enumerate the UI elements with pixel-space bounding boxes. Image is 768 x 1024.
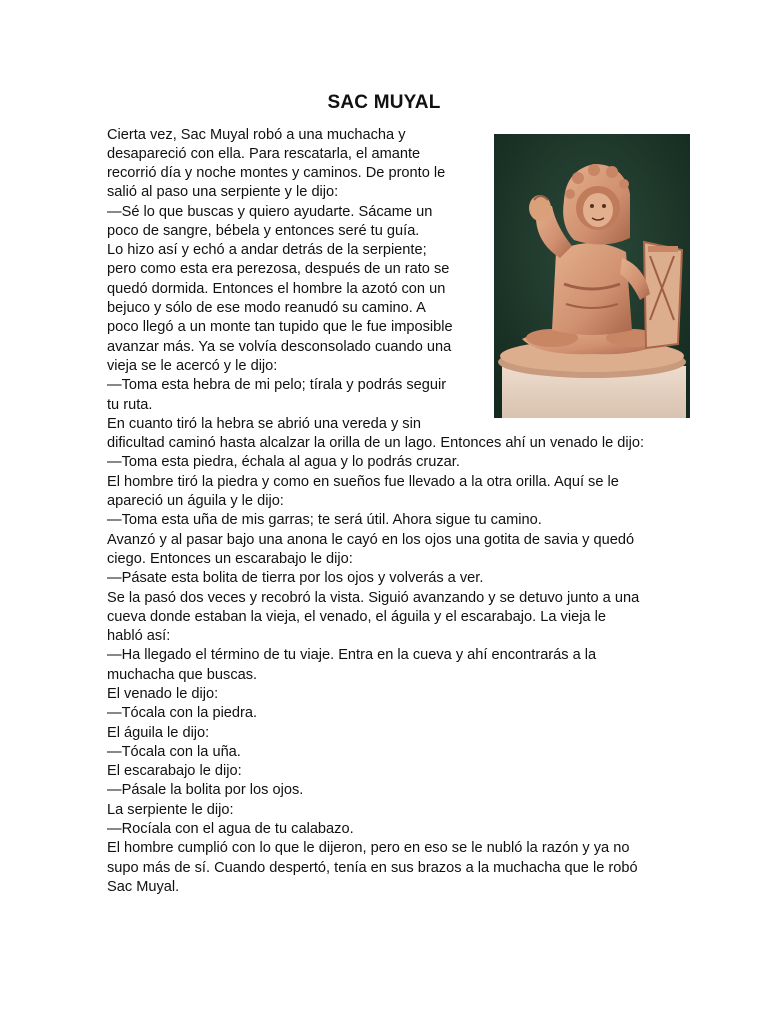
story-line: quedó dormida. Entonces el hombre la azotó con un <box>107 281 446 297</box>
story-line: —Tócala con la uña. <box>107 744 241 760</box>
story-line: salió al paso una serpiente y le dijo: <box>107 184 339 200</box>
story-line: vieja se le acercó y le dijo: <box>107 358 278 374</box>
story-line: —Toma esta hebra de mi pelo; tírala y podrás seguir <box>107 377 447 393</box>
story-line: cueva donde estaban la vieja, el venado, el águila y el escarabajo. La vieja le <box>107 609 606 625</box>
story-line: Sac Muyal. <box>107 879 180 895</box>
story-line: —Rocíala con el agua de tu calabazo. <box>107 821 354 837</box>
story-line: muchacha que buscas. <box>107 667 258 683</box>
story-line: tu ruta. <box>107 397 153 413</box>
story-line: La serpiente le dijo: <box>107 802 234 818</box>
story-line: poco de sangre, bébela y entonces seré tu guía. <box>107 223 420 239</box>
story-line: dificultad caminó hasta alcalzar la orilla de un lago. Entonces ahí un venado le dijo: <box>107 435 645 451</box>
story-line: El escarabajo le dijo: <box>107 763 242 779</box>
story-line: habló así: <box>107 628 171 644</box>
story-line: poco llegó a un monte tan tupido que le fue imposible <box>107 319 453 335</box>
story-line: bejuco y sólo de ese modo reanudó su camino. A <box>107 300 426 316</box>
story-line: —Sé lo que buscas y quiero ayudarte. Sácame un <box>107 204 433 220</box>
story-line: El hombre cumplió con lo que le dijeron, pero en eso se le nubló la razón y ya no <box>107 840 630 856</box>
page-title: SAC MUYAL <box>327 92 441 113</box>
story-line: avanzar más. Ya se volvía desconsolado cuando una <box>107 339 452 355</box>
story-line: Cierta vez, Sac Muyal robó a una muchacha y <box>107 127 406 143</box>
story-line: En cuanto tiró la hebra se abrió una vereda y sin <box>107 416 421 432</box>
story-line: —Toma esta uña de mis garras; te será útil. Ahora sigue tu camino. <box>107 512 542 528</box>
story-line: El hombre tiró la piedra y como en sueños fue llevado a la otra orilla. Aquí se le <box>107 474 619 490</box>
mayan-clay-figurine-photo-icon <box>494 134 690 418</box>
story-line: apareció un águila y le dijo: <box>107 493 284 509</box>
story-line: desapareció con ella. Para rescatarla, el amante <box>107 146 421 162</box>
story-line: supo más de sí. Cuando despertó, tenía en sus brazos a la muchacha que le robó <box>107 860 638 876</box>
figurine-image <box>494 134 690 418</box>
story-line: —Pásate esta bolita de tierra por los ojos y volverás a ver. <box>107 570 484 586</box>
story-line: ciego. Entonces un escarabajo le dijo: <box>107 551 353 567</box>
story-line: —Pásale la bolita por los ojos. <box>107 782 304 798</box>
story-line: —Tócala con la piedra. <box>107 705 258 721</box>
story-line: recorrió día y noche montes y caminos. De pronto le <box>107 165 446 181</box>
story-line: Se la pasó dos veces y recobró la vista. Siguió avanzando y se detuvo junto a una <box>107 590 640 606</box>
story-line: —Ha llegado el término de tu viaje. Entra en la cueva y ahí encontrarás a la <box>107 647 597 663</box>
story-line: —Toma esta piedra, échala al agua y lo podrás cruzar. <box>107 454 460 470</box>
story-line: El águila le dijo: <box>107 725 210 741</box>
story-line: pero como esta era perezosa, después de un rato se <box>107 261 450 277</box>
story-line: El venado le dijo: <box>107 686 219 702</box>
story-line: Lo hizo así y echó a andar detrás de la serpiente; <box>107 242 427 258</box>
story-line: Avanzó y al pasar bajo una anona le cayó en los ojos una gotita de savia y quedó <box>107 532 635 548</box>
